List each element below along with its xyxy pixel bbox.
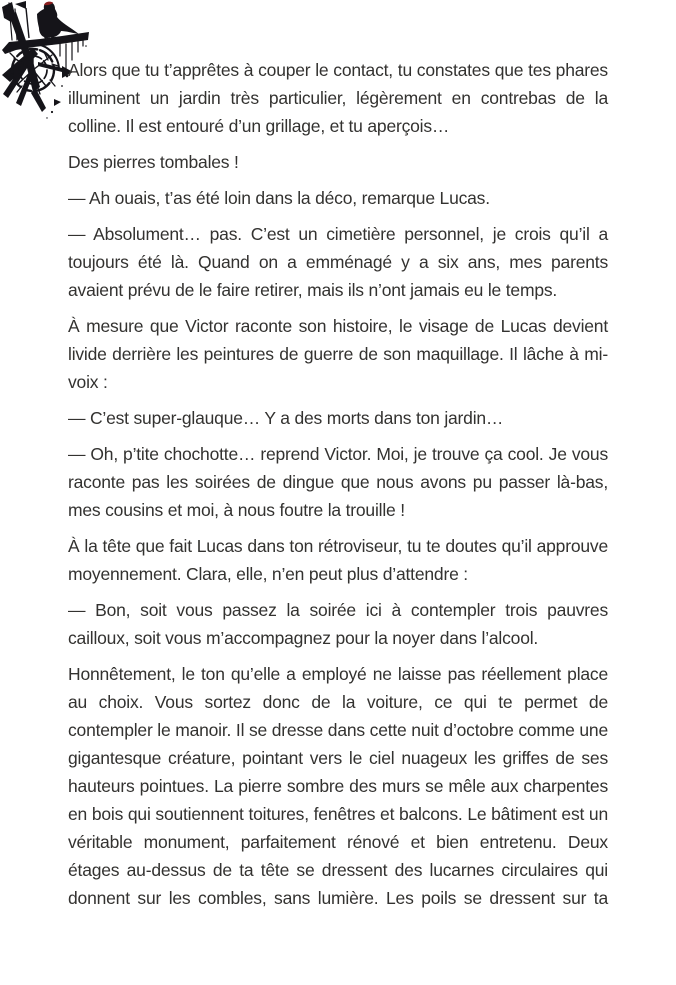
story-paragraph-7: — Oh, p’tite chochotte… reprend Victor. Moi, je trouve ça cool. Je vous raconte pas les soirées de dingue que nous avons pu passer là-bas, mes cousins et moi, à nous foutre la trouille !: [68, 444, 608, 520]
story-text-block: [68, 56, 608, 912]
story-paragraph-9: — Bon, soit vous passez la soirée ici à contempler trois pauvres cailloux, soit vous m’accompagnez pour la noyer dans l’alcool.: [68, 600, 608, 648]
story-paragraph-1: Alors que tu t’apprêtes à couper le contact, tu constates que tes phares illuminent un jardin très particulier, légèrement en contrebas de la colline. Il est entouré d’un grillage, et tu aperçois…: [68, 60, 608, 136]
story-paragraph-5: À mesure que Victor raconte son histoire, le visage de Lucas devient livide derrière les peintures de guerre de son maquillage. Il lâche à mi-voix :: [68, 316, 608, 392]
story-paragraph-3: — Ah ouais, t’as été loin dans la déco, remarque Lucas.: [68, 188, 490, 208]
story-paragraph-4: — Absolument… pas. C’est un cimetière personnel, je crois qu’il a toujours été là. Quand on a emménagé y a six ans, mes parents avaient prévu de le faire retirer, mais ils n’ont jamais eu le temps.: [68, 224, 608, 300]
story-paragraph-6: — C’est super-glauque… Y a des morts dans ton jardin…: [68, 408, 504, 428]
story-paragraph-8: À la tête que fait Lucas dans ton rétroviseur, tu te doutes qu’il approuve moyennement. Clara, elle, n’en peut plus d’attendre :: [68, 536, 608, 584]
story-paragraph-10: Honnêtement, le ton qu’elle a employé ne laisse pas réellement place au choix. Vous sortez donc de la voiture, ce qui te permet de contempler le manoir. Il se dresse dans cette nuit d’octobre comme une gigantesque créature, pointant vers le ciel nuageux les griffes de ses hauteurs pointues. La pierre sombre des murs se mêle aux charpentes en bois qui soutiennent toitures, fenêtres et balcons. Le bâtiment est un véritable monument, parfaitement rénové et bien entretenu. Deux étages au-dessus de ta tête se dressent des lucarnes circulaires qui donnent sur les combles, sans lumière. Les poils se dressent sur ta: [68, 664, 608, 908]
story-paragraph-2: Des pierres tombales !: [68, 152, 239, 172]
